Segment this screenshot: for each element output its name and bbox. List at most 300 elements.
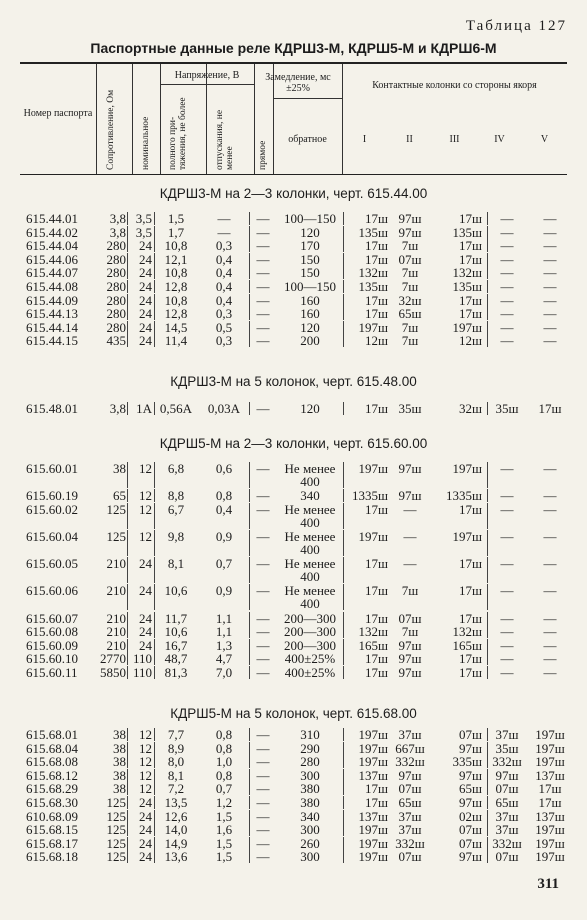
cell-c3: 165ш bbox=[452, 637, 482, 653]
cell-c3: 07ш bbox=[458, 822, 482, 838]
table-row bbox=[0, 334, 587, 347]
cell-res: 280 bbox=[106, 319, 126, 335]
cell-c3: 17ш bbox=[458, 665, 482, 680]
cell-full: 10,8 bbox=[164, 238, 188, 254]
cell-nom: 1А bbox=[136, 401, 152, 416]
cell-c4: — bbox=[500, 637, 514, 653]
cell-c2: 97ш bbox=[398, 665, 422, 680]
cell-rev: 380 bbox=[300, 795, 320, 810]
cell-nom: 24 bbox=[139, 637, 152, 653]
header-resistance: Сопротивление, Ом bbox=[106, 89, 116, 170]
cell-full: 8,9 bbox=[167, 740, 185, 756]
cell-c1: 165ш bbox=[358, 637, 388, 653]
cell-rel: 0,9 bbox=[215, 529, 233, 544]
cell-rel: 0,8 bbox=[215, 740, 233, 756]
cell-nom: 12 bbox=[139, 767, 152, 783]
cell-c4: — bbox=[500, 556, 514, 572]
cell-id: 615.60.08 bbox=[26, 624, 78, 640]
cell-c2: 07ш bbox=[398, 251, 422, 267]
cell-c1: 17ш bbox=[364, 251, 388, 267]
cell-c4: — bbox=[500, 624, 514, 640]
cell-c4: 97ш bbox=[495, 767, 519, 783]
cell-nom: 3,5 bbox=[135, 224, 152, 240]
cell-dir: — bbox=[256, 401, 270, 416]
cell-res: 280 bbox=[106, 292, 126, 308]
header-col-II: II bbox=[406, 134, 413, 145]
cell-rel: 1,5 bbox=[215, 849, 233, 865]
cell-id: 615.60.02 bbox=[26, 501, 78, 517]
table-row bbox=[0, 402, 587, 415]
cell-full: 0,56А bbox=[159, 401, 193, 416]
cell-c1: 17ш bbox=[364, 238, 388, 254]
cell-nom: 24 bbox=[139, 265, 152, 281]
cell-dir: — bbox=[256, 849, 270, 865]
cell-full: 8,8 bbox=[167, 488, 185, 504]
cell-c2: 65ш bbox=[398, 306, 422, 322]
table-row bbox=[0, 489, 587, 502]
cell-rev: Не менее bbox=[284, 583, 336, 599]
cell-c1: 1335ш bbox=[351, 488, 388, 504]
cell-rel: 0,5 bbox=[215, 319, 233, 335]
cell-id: 615.60.04 bbox=[26, 529, 78, 544]
cell-id: 615.44.06 bbox=[26, 251, 78, 267]
header-col-I: I bbox=[362, 134, 367, 145]
cell-rev: Не менее bbox=[284, 529, 336, 544]
header-direct: прямое bbox=[258, 140, 268, 170]
cell-id: 610.68.09 bbox=[26, 808, 78, 824]
cell-c1: 17ш bbox=[364, 306, 388, 322]
table-row bbox=[0, 782, 587, 795]
cell-rev: Не менее bbox=[284, 461, 336, 476]
cell-dir: — bbox=[256, 583, 270, 599]
cell-c1: 17ш bbox=[364, 665, 388, 680]
page-title: Паспортные данные реле КДРШ3-М, КДРШ5-М и КДРШ6-М bbox=[90, 40, 497, 56]
cell-c1: 17ш bbox=[364, 583, 388, 599]
cell-c3: 17ш bbox=[458, 292, 482, 308]
cell-res: 38 bbox=[113, 767, 126, 783]
cell-id: 615.44.07 bbox=[26, 265, 78, 281]
table-row bbox=[0, 239, 587, 252]
cell-res: 5850 bbox=[100, 665, 126, 680]
cell-c1: 17ш bbox=[364, 556, 388, 572]
cell-c2: 97ш bbox=[398, 224, 422, 240]
cell-full: 13,5 bbox=[164, 795, 188, 810]
cell-c5: — bbox=[543, 624, 557, 640]
cell-full: 6,7 bbox=[167, 501, 185, 517]
cell-dir: — bbox=[256, 822, 270, 838]
cell-c1: 197ш bbox=[358, 740, 388, 756]
cell-c3: 17ш bbox=[458, 651, 482, 667]
cell-c5: 17ш bbox=[538, 795, 562, 810]
cell-res: 210 bbox=[106, 556, 126, 572]
cell-full: 8,1 bbox=[167, 556, 185, 572]
cell-c1: 17ш bbox=[364, 781, 388, 797]
cell-nom: 24 bbox=[139, 306, 152, 322]
cell-c2: — bbox=[403, 501, 417, 517]
cell-res: 3,8 bbox=[109, 224, 126, 240]
cell-id: 615.60.07 bbox=[26, 610, 78, 626]
cell-res: 125 bbox=[106, 849, 126, 865]
cell-full: 11,7 bbox=[164, 610, 188, 626]
cell-rel: 1,3 bbox=[215, 637, 233, 653]
cell-c1: 132ш bbox=[358, 265, 388, 281]
cell-c5: — bbox=[543, 461, 557, 476]
cell-c5: — bbox=[543, 501, 557, 517]
header-nominal: номинальное bbox=[141, 116, 151, 170]
cell-rel: 0,4 bbox=[215, 265, 233, 281]
cell-c5: — bbox=[543, 610, 557, 626]
cell-nom: 24 bbox=[139, 835, 152, 851]
cell-c2: 97ш bbox=[398, 651, 422, 667]
cell-c4: — bbox=[500, 251, 514, 267]
cell-rev: 100—150 bbox=[284, 211, 336, 226]
cell-nom: 24 bbox=[139, 583, 152, 599]
cell-rev: 400±25% bbox=[284, 651, 336, 667]
cell-rev: 300 bbox=[300, 849, 320, 865]
cell-full: 11,4 bbox=[164, 333, 188, 349]
cell-nom: 24 bbox=[139, 624, 152, 640]
cell-full: 12,1 bbox=[164, 251, 188, 267]
cell-nom: 24 bbox=[139, 849, 152, 865]
cell-c5: — bbox=[543, 529, 557, 544]
cell-id: 615.44.13 bbox=[26, 306, 78, 322]
cell-rev: Не менее bbox=[284, 501, 336, 517]
cell-c5: — bbox=[543, 251, 557, 267]
cell-dir: — bbox=[256, 754, 270, 770]
header-contacts: Контактные колонки со стороны якоря bbox=[372, 80, 537, 91]
header-full-pull: полного при-тяжения, не более bbox=[168, 97, 188, 170]
cell-dir: — bbox=[256, 556, 270, 572]
table-row bbox=[0, 321, 587, 334]
cell-full: 14,9 bbox=[164, 835, 188, 851]
cell-full: 7,2 bbox=[167, 781, 185, 797]
cell-nom: 24 bbox=[139, 292, 152, 308]
cell-id: 615.60.06 bbox=[26, 583, 78, 599]
cell-c4: 07ш bbox=[495, 849, 519, 865]
cell-dir: — bbox=[256, 461, 270, 476]
cell-c4: — bbox=[500, 292, 514, 308]
cell-rel: 0,4 bbox=[215, 292, 233, 308]
cell-c4: 37ш bbox=[495, 808, 519, 824]
cell-id: 615.68.08 bbox=[26, 754, 78, 770]
table-row bbox=[0, 462, 587, 488]
cell-nom: 24 bbox=[139, 238, 152, 254]
cell-rel: 0,4 bbox=[215, 501, 233, 517]
cell-dir: — bbox=[256, 211, 270, 226]
cell-c1: 197ш bbox=[358, 727, 388, 742]
cell-c5: — bbox=[543, 651, 557, 667]
cell-c4: — bbox=[500, 211, 514, 226]
cell-c1: 197ш bbox=[358, 822, 388, 838]
cell-c2: — bbox=[403, 556, 417, 572]
cell-full: 9,8 bbox=[167, 529, 185, 544]
cell-id: 615.48.01 bbox=[26, 401, 78, 416]
cell-res: 125 bbox=[106, 835, 126, 851]
cell-res: 65 bbox=[113, 488, 126, 504]
cell-rev: 200—300 bbox=[284, 637, 336, 653]
cell-full: 14,0 bbox=[164, 822, 188, 838]
cell-c5: — bbox=[543, 556, 557, 572]
cell-c4: — bbox=[500, 501, 514, 517]
cell-c2: 35ш bbox=[398, 401, 422, 416]
cell-c3: 02ш bbox=[458, 808, 482, 824]
cell-rev: 200 bbox=[300, 333, 320, 349]
cell-c4: — bbox=[500, 265, 514, 281]
cell-c4: — bbox=[500, 488, 514, 504]
cell-rel: 0,03А bbox=[207, 401, 241, 416]
cell-rel: 1,1 bbox=[215, 610, 233, 626]
cell-c2: 37ш bbox=[398, 808, 422, 824]
cell-c1: 197ш bbox=[358, 461, 388, 476]
cell-dir: — bbox=[256, 238, 270, 254]
cell-res: 3,8 bbox=[109, 211, 126, 226]
cell-res: 38 bbox=[113, 461, 126, 476]
cell-c1: 17ш bbox=[364, 610, 388, 626]
cell-c2: 97ш bbox=[398, 488, 422, 504]
table-row bbox=[0, 639, 587, 652]
cell-c2: 07ш bbox=[398, 781, 422, 797]
cell-rev: 300 bbox=[300, 767, 320, 783]
cell-full: 10,8 bbox=[164, 265, 188, 281]
cell-res: 125 bbox=[106, 822, 126, 838]
header-col-IV: IV bbox=[494, 134, 505, 145]
cell-rev: 340 bbox=[300, 488, 320, 504]
cell-nom: 3,5 bbox=[135, 211, 152, 226]
cell-rev: 290 bbox=[300, 740, 320, 756]
cell-rev: 300 bbox=[300, 822, 320, 838]
cell-dir: — bbox=[256, 637, 270, 653]
table-row bbox=[0, 742, 587, 755]
header-release: отпускания, не менее bbox=[215, 109, 235, 170]
cell-dir: — bbox=[256, 224, 270, 240]
cell-c2: 65ш bbox=[398, 795, 422, 810]
cell-c2: 32ш bbox=[398, 292, 422, 308]
cell-c2: 7ш bbox=[401, 265, 419, 281]
cell-rev-line2: 400 bbox=[300, 542, 320, 557]
table-row bbox=[0, 769, 587, 782]
table-row bbox=[0, 584, 587, 610]
cell-c1: 17ш bbox=[364, 292, 388, 308]
cell-nom: 12 bbox=[139, 488, 152, 504]
table-row bbox=[0, 280, 587, 293]
cell-rel: 1,0 bbox=[215, 754, 233, 770]
cell-id: 615.44.14 bbox=[26, 319, 78, 335]
cell-full: 13,6 bbox=[164, 849, 188, 865]
cell-nom: 12 bbox=[139, 461, 152, 476]
table-row bbox=[0, 837, 587, 850]
cell-nom: 12 bbox=[139, 781, 152, 797]
cell-c2: 332ш bbox=[395, 754, 425, 770]
cell-id: 615.68.30 bbox=[26, 795, 78, 810]
cell-dir: — bbox=[256, 265, 270, 281]
cell-id: 615.68.04 bbox=[26, 740, 78, 756]
cell-c5: — bbox=[543, 583, 557, 599]
cell-c5: 137ш bbox=[535, 767, 565, 783]
cell-id: 615.44.15 bbox=[26, 333, 78, 349]
cell-c2: 7ш bbox=[401, 624, 419, 640]
cell-dir: — bbox=[256, 529, 270, 544]
table-row bbox=[0, 796, 587, 809]
cell-res: 210 bbox=[106, 637, 126, 653]
cell-c3: 65ш bbox=[458, 781, 482, 797]
cell-c2: 7ш bbox=[401, 333, 419, 349]
table-row bbox=[0, 212, 587, 225]
cell-c4: — bbox=[500, 529, 514, 544]
cell-dir: — bbox=[256, 501, 270, 517]
cell-res: 280 bbox=[106, 251, 126, 267]
cell-rel: 0,4 bbox=[215, 279, 233, 294]
table-row bbox=[0, 226, 587, 239]
cell-c2: 37ш bbox=[398, 822, 422, 838]
cell-full: 12,8 bbox=[164, 306, 188, 322]
cell-full: 48,7 bbox=[164, 651, 188, 667]
cell-res: 38 bbox=[113, 781, 126, 797]
cell-rev: 120 bbox=[300, 401, 320, 416]
cell-c4: — bbox=[500, 583, 514, 599]
cell-c2: 07ш bbox=[398, 849, 422, 865]
cell-id: 615.60.11 bbox=[26, 665, 78, 680]
cell-id: 615.44.02 bbox=[26, 224, 78, 240]
table-row bbox=[0, 850, 587, 863]
cell-res: 210 bbox=[106, 624, 126, 640]
cell-nom: 110 bbox=[132, 665, 152, 680]
cell-nom: 24 bbox=[139, 333, 152, 349]
cell-id: 615.68.18 bbox=[26, 849, 78, 865]
cell-id: 615.60.05 bbox=[26, 556, 78, 572]
cell-full: 14,5 bbox=[164, 319, 188, 335]
cell-c2: 37ш bbox=[398, 727, 422, 742]
cell-res: 38 bbox=[113, 754, 126, 770]
cell-c4: — bbox=[500, 224, 514, 240]
cell-rel: 1,5 bbox=[215, 808, 233, 824]
cell-dir: — bbox=[256, 835, 270, 851]
cell-rev: 170 bbox=[300, 238, 320, 254]
cell-c1: 135ш bbox=[358, 279, 388, 294]
cell-c3: 17ш bbox=[458, 211, 482, 226]
cell-c4: — bbox=[500, 665, 514, 680]
cell-c1: 137ш bbox=[358, 808, 388, 824]
table-header bbox=[20, 62, 567, 175]
cell-c5: — bbox=[543, 306, 557, 322]
cell-res: 280 bbox=[106, 279, 126, 294]
section-title: КДРШ5-М на 2—3 колонки, черт. 615.60.00 bbox=[159, 436, 428, 451]
cell-rev: 260 bbox=[300, 835, 320, 851]
cell-c4: 35ш bbox=[495, 401, 519, 416]
header-delay: Замедление, мс ±25% bbox=[265, 72, 331, 94]
cell-full: 12,8 bbox=[164, 279, 188, 294]
cell-c3: 132ш bbox=[452, 265, 482, 281]
cell-c1: 132ш bbox=[358, 624, 388, 640]
cell-c2: 7ш bbox=[401, 279, 419, 294]
cell-dir: — bbox=[256, 767, 270, 783]
cell-c2: 7ш bbox=[401, 238, 419, 254]
cell-c3: 132ш bbox=[452, 624, 482, 640]
cell-rel: 1,2 bbox=[215, 795, 233, 810]
cell-full: 81,3 bbox=[164, 665, 188, 680]
table-row bbox=[0, 294, 587, 307]
cell-c3: 17ш bbox=[458, 556, 482, 572]
table-row bbox=[0, 266, 587, 279]
cell-c5: 197ш bbox=[535, 835, 565, 851]
cell-c5: 137ш bbox=[535, 808, 565, 824]
cell-c4: 65ш bbox=[495, 795, 519, 810]
cell-res: 38 bbox=[113, 740, 126, 756]
cell-rev-line2: 400 bbox=[300, 474, 320, 489]
cell-rev-line2: 400 bbox=[300, 569, 320, 585]
cell-full: 1,5 bbox=[167, 211, 185, 226]
cell-res: 125 bbox=[106, 529, 126, 544]
cell-c3: 197ш bbox=[452, 461, 482, 476]
cell-id: 615.68.01 bbox=[26, 727, 78, 742]
cell-nom: 24 bbox=[139, 808, 152, 824]
cell-nom: 12 bbox=[139, 501, 152, 517]
cell-dir: — bbox=[256, 333, 270, 349]
cell-c3: 135ш bbox=[452, 224, 482, 240]
cell-rev-line2: 400 bbox=[300, 596, 320, 612]
cell-res: 280 bbox=[106, 306, 126, 322]
cell-dir: — bbox=[256, 488, 270, 504]
cell-full: 10,8 bbox=[164, 292, 188, 308]
cell-nom: 24 bbox=[139, 251, 152, 267]
cell-c2: 07ш bbox=[398, 610, 422, 626]
section-title: КДРШ3-М на 5 колонок, черт. 615.48.00 bbox=[170, 374, 417, 389]
cell-nom: 24 bbox=[139, 279, 152, 294]
cell-dir: — bbox=[256, 306, 270, 322]
cell-dir: — bbox=[256, 665, 270, 680]
cell-c2: 97ш bbox=[398, 767, 422, 783]
cell-c1: 17ш bbox=[364, 651, 388, 667]
table-row bbox=[0, 666, 587, 679]
cell-c3: 97ш bbox=[458, 795, 482, 810]
cell-c3: 97ш bbox=[458, 849, 482, 865]
cell-c1: 197ш bbox=[358, 849, 388, 865]
cell-rev: 400±25% bbox=[284, 665, 336, 680]
cell-res: 125 bbox=[106, 808, 126, 824]
cell-c4: — bbox=[500, 319, 514, 335]
cell-c5: 197ш bbox=[535, 727, 565, 742]
cell-dir: — bbox=[256, 795, 270, 810]
cell-res: 210 bbox=[106, 610, 126, 626]
header-col-III: III bbox=[449, 134, 460, 145]
cell-rev: 200—300 bbox=[284, 610, 336, 626]
cell-id: 615.68.17 bbox=[26, 835, 78, 851]
cell-rel: — bbox=[217, 211, 231, 226]
cell-full: 8,0 bbox=[167, 754, 185, 770]
cell-res: 280 bbox=[106, 265, 126, 281]
cell-full: 1,7 bbox=[167, 224, 185, 240]
cell-nom: 12 bbox=[139, 529, 152, 544]
cell-c5: — bbox=[543, 265, 557, 281]
cell-dir: — bbox=[256, 740, 270, 756]
cell-nom: 12 bbox=[139, 727, 152, 742]
cell-c2: 7ш bbox=[401, 583, 419, 599]
cell-id: 615.68.29 bbox=[26, 781, 78, 797]
cell-full: 10,6 bbox=[164, 583, 188, 599]
cell-rev: 380 bbox=[300, 781, 320, 797]
cell-c5: — bbox=[543, 279, 557, 294]
cell-rev-line2: 400 bbox=[300, 514, 320, 530]
cell-c5: — bbox=[543, 333, 557, 349]
cell-c1: 137ш bbox=[358, 767, 388, 783]
cell-c4: 35ш bbox=[495, 740, 519, 756]
cell-c3: 1335ш bbox=[445, 488, 482, 504]
cell-dir: — bbox=[256, 319, 270, 335]
cell-rev: 150 bbox=[300, 265, 320, 281]
cell-c1: 197ш bbox=[358, 835, 388, 851]
cell-rel: 1,6 bbox=[215, 822, 233, 838]
table-label: Таблица 127 bbox=[465, 18, 567, 34]
cell-c5: 17ш bbox=[538, 401, 562, 416]
